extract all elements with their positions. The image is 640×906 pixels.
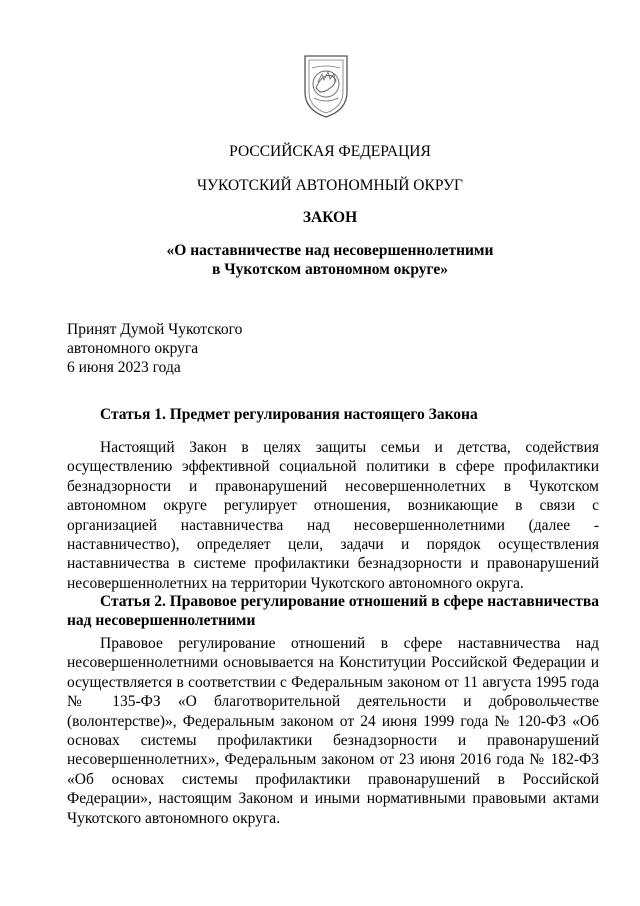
law-title-line2: в Чукотском автономном округе» — [212, 261, 448, 278]
adoption-block — [67, 320, 242, 377]
law-title-line1: «О наставничестве над несовершеннолетними — [166, 242, 494, 259]
adoption-line2: автономного округа — [67, 340, 199, 357]
adoption-line1: Принят Думой Чукотского — [67, 321, 243, 338]
article-1-heading: Статья 1. Предмет регулирования настоящего Закона — [100, 406, 478, 423]
adoption-date: 6 июня 2023 года — [67, 359, 181, 376]
region-name: ЧУКОТСКИЙ АВТОНОМНЫЙ ОКРУГ — [196, 177, 464, 194]
article-2-text: Правовое регулирование отношений в сфере наставничества над несовершеннолетними основывается на Конституции Российской Федерации и осуществляется в соответствии с Федеральным законом от 11 августа 1995 года № 135-ФЗ «О благотворительной деятельности и добровольчестве (волонтерстве)», Федеральным законом от 24 июня 1999 года № 120-ФЗ «Об основах системы профилактики безнадзорности и правонарушений несовершеннолетних», Федеральным законом от 23 июня 2016 года № 182-ФЗ «Об основах системы профилактики правонарушений в Российской Федерации», настоящим Законом и иными нормативными правовыми актами Чукотского автономного округа. — [67, 635, 599, 827]
coat-of-arms-icon — [300, 52, 352, 120]
article-1-text: Настоящий Закон в целях защиты семьи и детства, содействия осуществлению эффективной социальной политики в сфере профилактики безнадзорности и правонарушений несовершеннолетних в Чукотском автономном округе регулирует отношения, возникающие в связи с организацией наставничества над несовершеннолетними (далее - наставничество), определяет цели, задачи и порядок осуществления наставничества в системе профилактики безнадзорности и правонарушений несовершеннолетних на территории Чукотского автономного округа. — [67, 439, 599, 592]
country-name: РОССИЙСКАЯ ФЕДЕРАЦИЯ — [229, 143, 431, 160]
document-type: ЗАКОН — [302, 209, 358, 226]
article-2-heading: Статья 2. Правовое регулирование отношений в сфере наставничества над несовершеннолетними — [67, 593, 599, 629]
